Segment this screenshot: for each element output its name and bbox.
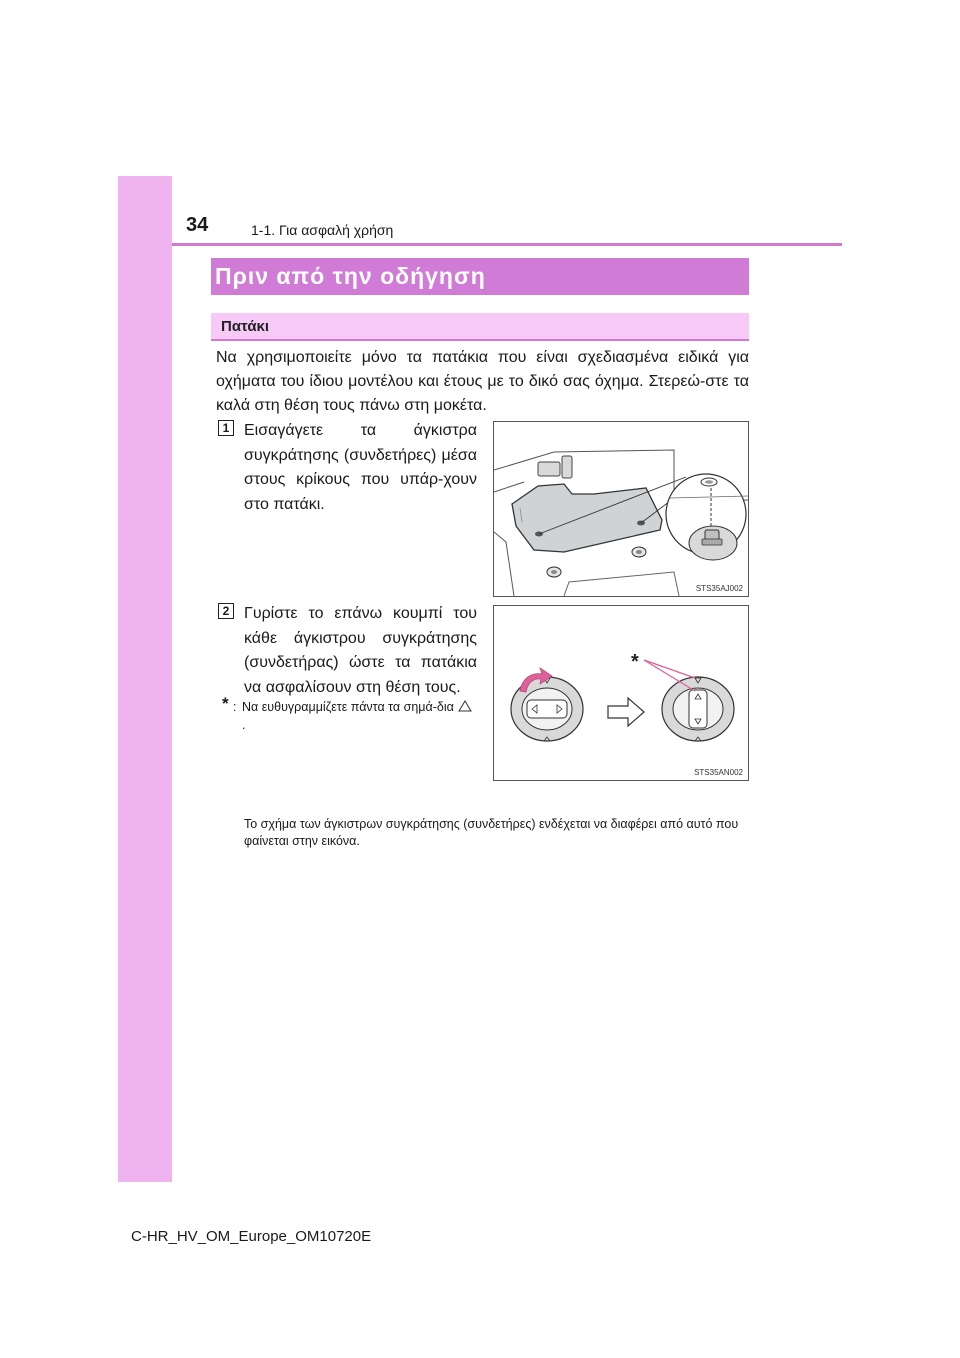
- figure-1-code: STS35AJ002: [695, 584, 743, 593]
- lock-clip-illustration: [494, 606, 748, 780]
- floor-mat-figure: [493, 421, 749, 597]
- note-text-before: Να ευθυγραμμίζετε πάντα τα σημά-δια: [242, 700, 454, 714]
- figure-2-code: STS35AN002: [694, 768, 743, 777]
- note-colon: :: [233, 700, 237, 714]
- header-divider: [172, 243, 842, 246]
- intro-paragraph: Να χρησιμοποιείτε μόνο τα πατάκια που είναι σχεδιασμένα ειδικά για οχήματα του ίδιου μοντέλου και έτους με το δικό σας όχημα. Στερεώ-στε τα καλά στη θέση τους πάνω στη μοκέτα.: [216, 349, 749, 414]
- document-code-footer: C-HR_HV_OM_Europe_OM10720E: [131, 1228, 372, 1245]
- subheading-bar: [211, 313, 749, 341]
- footnote: Το σχήμα των άγκιστρων συγκράτησης (συνδετήρες) ενδέχεται να διαφέρει από αυτό που φαίνεται στην εικόνα.: [244, 817, 739, 848]
- step-1-text: Εισαγάγετε τα άγκιστρα συγκράτησης (συνδετήρες) μέσα στους κρίκους που υπάρ-χουν στο πατάκι.: [244, 422, 477, 513]
- step-2-text: Γυρίστε το επάνω κουμπί του κάθε άγκιστρου συγκράτησης (συνδετήρας) ώστε τα πατάκια να ασφαλίσουν στη θέση τους.: [244, 605, 477, 696]
- note-text-after: .: [242, 718, 246, 732]
- page-number: 34: [186, 214, 209, 236]
- step-number-2: 2: [218, 603, 234, 619]
- page-title: Πριν από την οδήγηση: [215, 263, 486, 289]
- figure-2-star-marker: *: [631, 651, 639, 673]
- note: [222, 694, 478, 734]
- page-title-bar: [211, 258, 749, 295]
- subheading: Πατάκι: [221, 318, 270, 335]
- section-breadcrumb: 1-1. Για ασφαλή χρήση: [251, 222, 394, 238]
- note-text: [228, 698, 478, 734]
- lock-clip-figure: [493, 605, 749, 781]
- side-margin-band: [118, 176, 172, 1182]
- step-number-1: 1: [218, 420, 234, 436]
- floor-mat-illustration: [494, 422, 748, 596]
- triangle-mark-icon: [458, 700, 472, 712]
- note-star-marker: *: [222, 694, 229, 713]
